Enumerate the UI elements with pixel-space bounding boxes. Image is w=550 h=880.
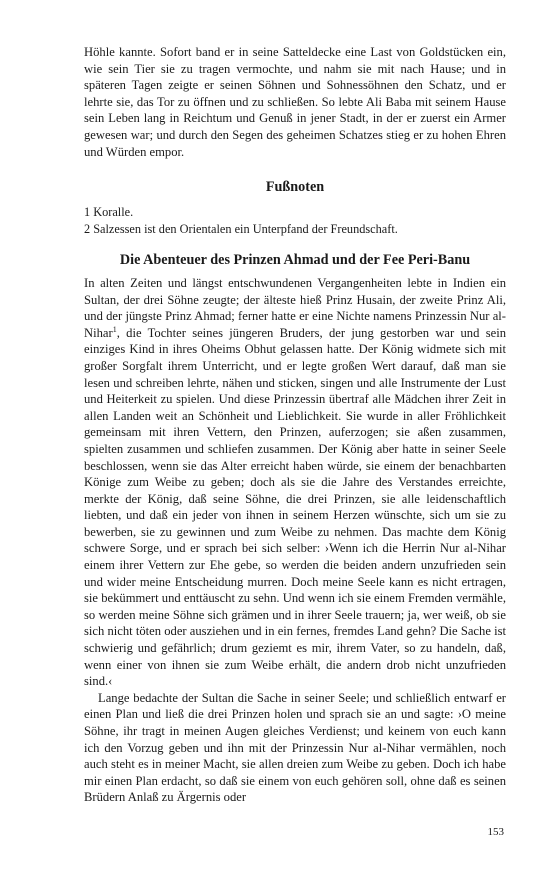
paragraph-text: , die Tochter seines jüngeren Bruders, der jung gestorben war und sein einziges Kind in ihres Oheims Obhut gelassen hatte. Der König widmete sich mit großer Sorgfalt ihrem Unterricht, und er legte großen Wert darauf, daß man sie lesen und schreiben lehrte, nähen und sticken, singen und alle Instrumente der Lust und Heiterkeit zu spielen. Und diese Prinzessin übertraf alle Mädchen ihrer Zeit in allen Landen weit an Schönheit und Lieblichkeit. Sie wurde in aller Fröhlichkeit gemeinsam mit ihren Vettern, den Prinzen, auferzogen; sie aßen zusammen, spielten zusammen und schliefen zusammen. Der König aber hatte in seiner Seele beschlossen, wenn sie das Alter erreicht haben würde, sie einem der benachbarten Könige zum Weibe zu geben; doch als sie die Jahre des Verstandes erreichte, merkte der König, daß seine Söhne, die drei Prinzen, sie alle leidenschaftlich liebten, und daß ein jeder von ihnen in seinem Herzen wünschte, sich um sie zu bewerben, sie zu gewinnen und zum Weibe zu nehmen. Das machte dem König schwere Sorge, und er sprach bei sich selber: ›Wenn ich die Herrin Nur al-Nihar einem ihrer Vettern zur Ehe gebe, so werden die beiden andern unzufrieden sein und wider meine Entscheidung murren. Doch meine Seele kann es nicht ertragen, sie bekümmert und enttäuscht zu sehn. Und wenn ich sie einem Fremden vermähle, so werden meine Söhne sich grämen und in ihrer Seele trauern; ja, wer weiß, ob sie sich nicht töten oder ausziehen und in ein fernes, fremdes Land gehn? Die Sache ist schwierig und gefährlich; drum geziemt es mir, ihrem Vater, so zu handeln, daß, wenn einer von ihnen sie zum Weibe erhält, die andern drob nicht unzufrieden sind.‹: [84, 325, 506, 689]
footnote-marker: 1: [112, 324, 117, 334]
chapter-title: Die Abenteuer des Prinzen Ahmad und der Fee Peri-Banu: [119, 251, 471, 268]
paragraph-text: In alten Zeiten und längst entschwundenen Vergangenheiten lebte in Indien ein Sultan, der drei Söhne zeugte; der älteste hieß Prinz Husain, der zweite Prinz Ali, und der jüngste Prinz Ahmad; ferner hatte er eine Nichte namens Prinzessin Nur al-Nihar: [84, 275, 506, 340]
footnote-item: 2 Salzessen ist den Orientalen ein Unterpfand der Freundschaft.: [84, 221, 398, 236]
intro-paragraph: Höhle kannte. Sofort band er in seine Satteldecke eine Last von Goldstücken ein, wie sein Tier sie zu tragen vermochte, und nahm sie mit nach Hause; und in späteren Tagen zeigte er seinen Söhnen und Sohnessöhnen den Schatz, und er lehrte sie, das Tor zu öffnen und zu schließen. So lebte Ali Baba mit seinem Hause sein Leben lang in Reichtum und Genuß in jener Stadt, in der er zuerst ein Armer gewesen war; und durch den Segen des geheimen Schatzes stieg er zu hohen Ehren und Würden empor.: [84, 45, 506, 159]
footnotes-heading: Fußnoten: [265, 179, 325, 196]
chapter-paragraph-2: Lange bedachte der Sultan die Sache in seiner Seele; und schließlich entwarf er einen Plan und ließ die drei Prinzen holen und sprach sie an und sagte: ›O meine Söhne, ihr tragt in meinen Augen gleiches Verdienst; und keinem von euch kann ich den Vorzug geben und ihn mit der Prinzessin Nur al-Nihar vermählen, noch auch steht es in meiner Macht, sie allen dreien zum Weibe zu geben. Doch ich habe mir einen Plan erdacht, so daß sie einem von euch gehören soll, ohne daß es seinen Brüdern Anlaß zu Ärgernis oder: [84, 690, 506, 805]
chapter-paragraph-1: [84, 275, 506, 690]
footnote-item: 1 Koralle.: [84, 205, 134, 220]
page-number: 153: [487, 826, 504, 838]
document-page: [84, 44, 506, 806]
footnotes-list: [84, 204, 506, 237]
